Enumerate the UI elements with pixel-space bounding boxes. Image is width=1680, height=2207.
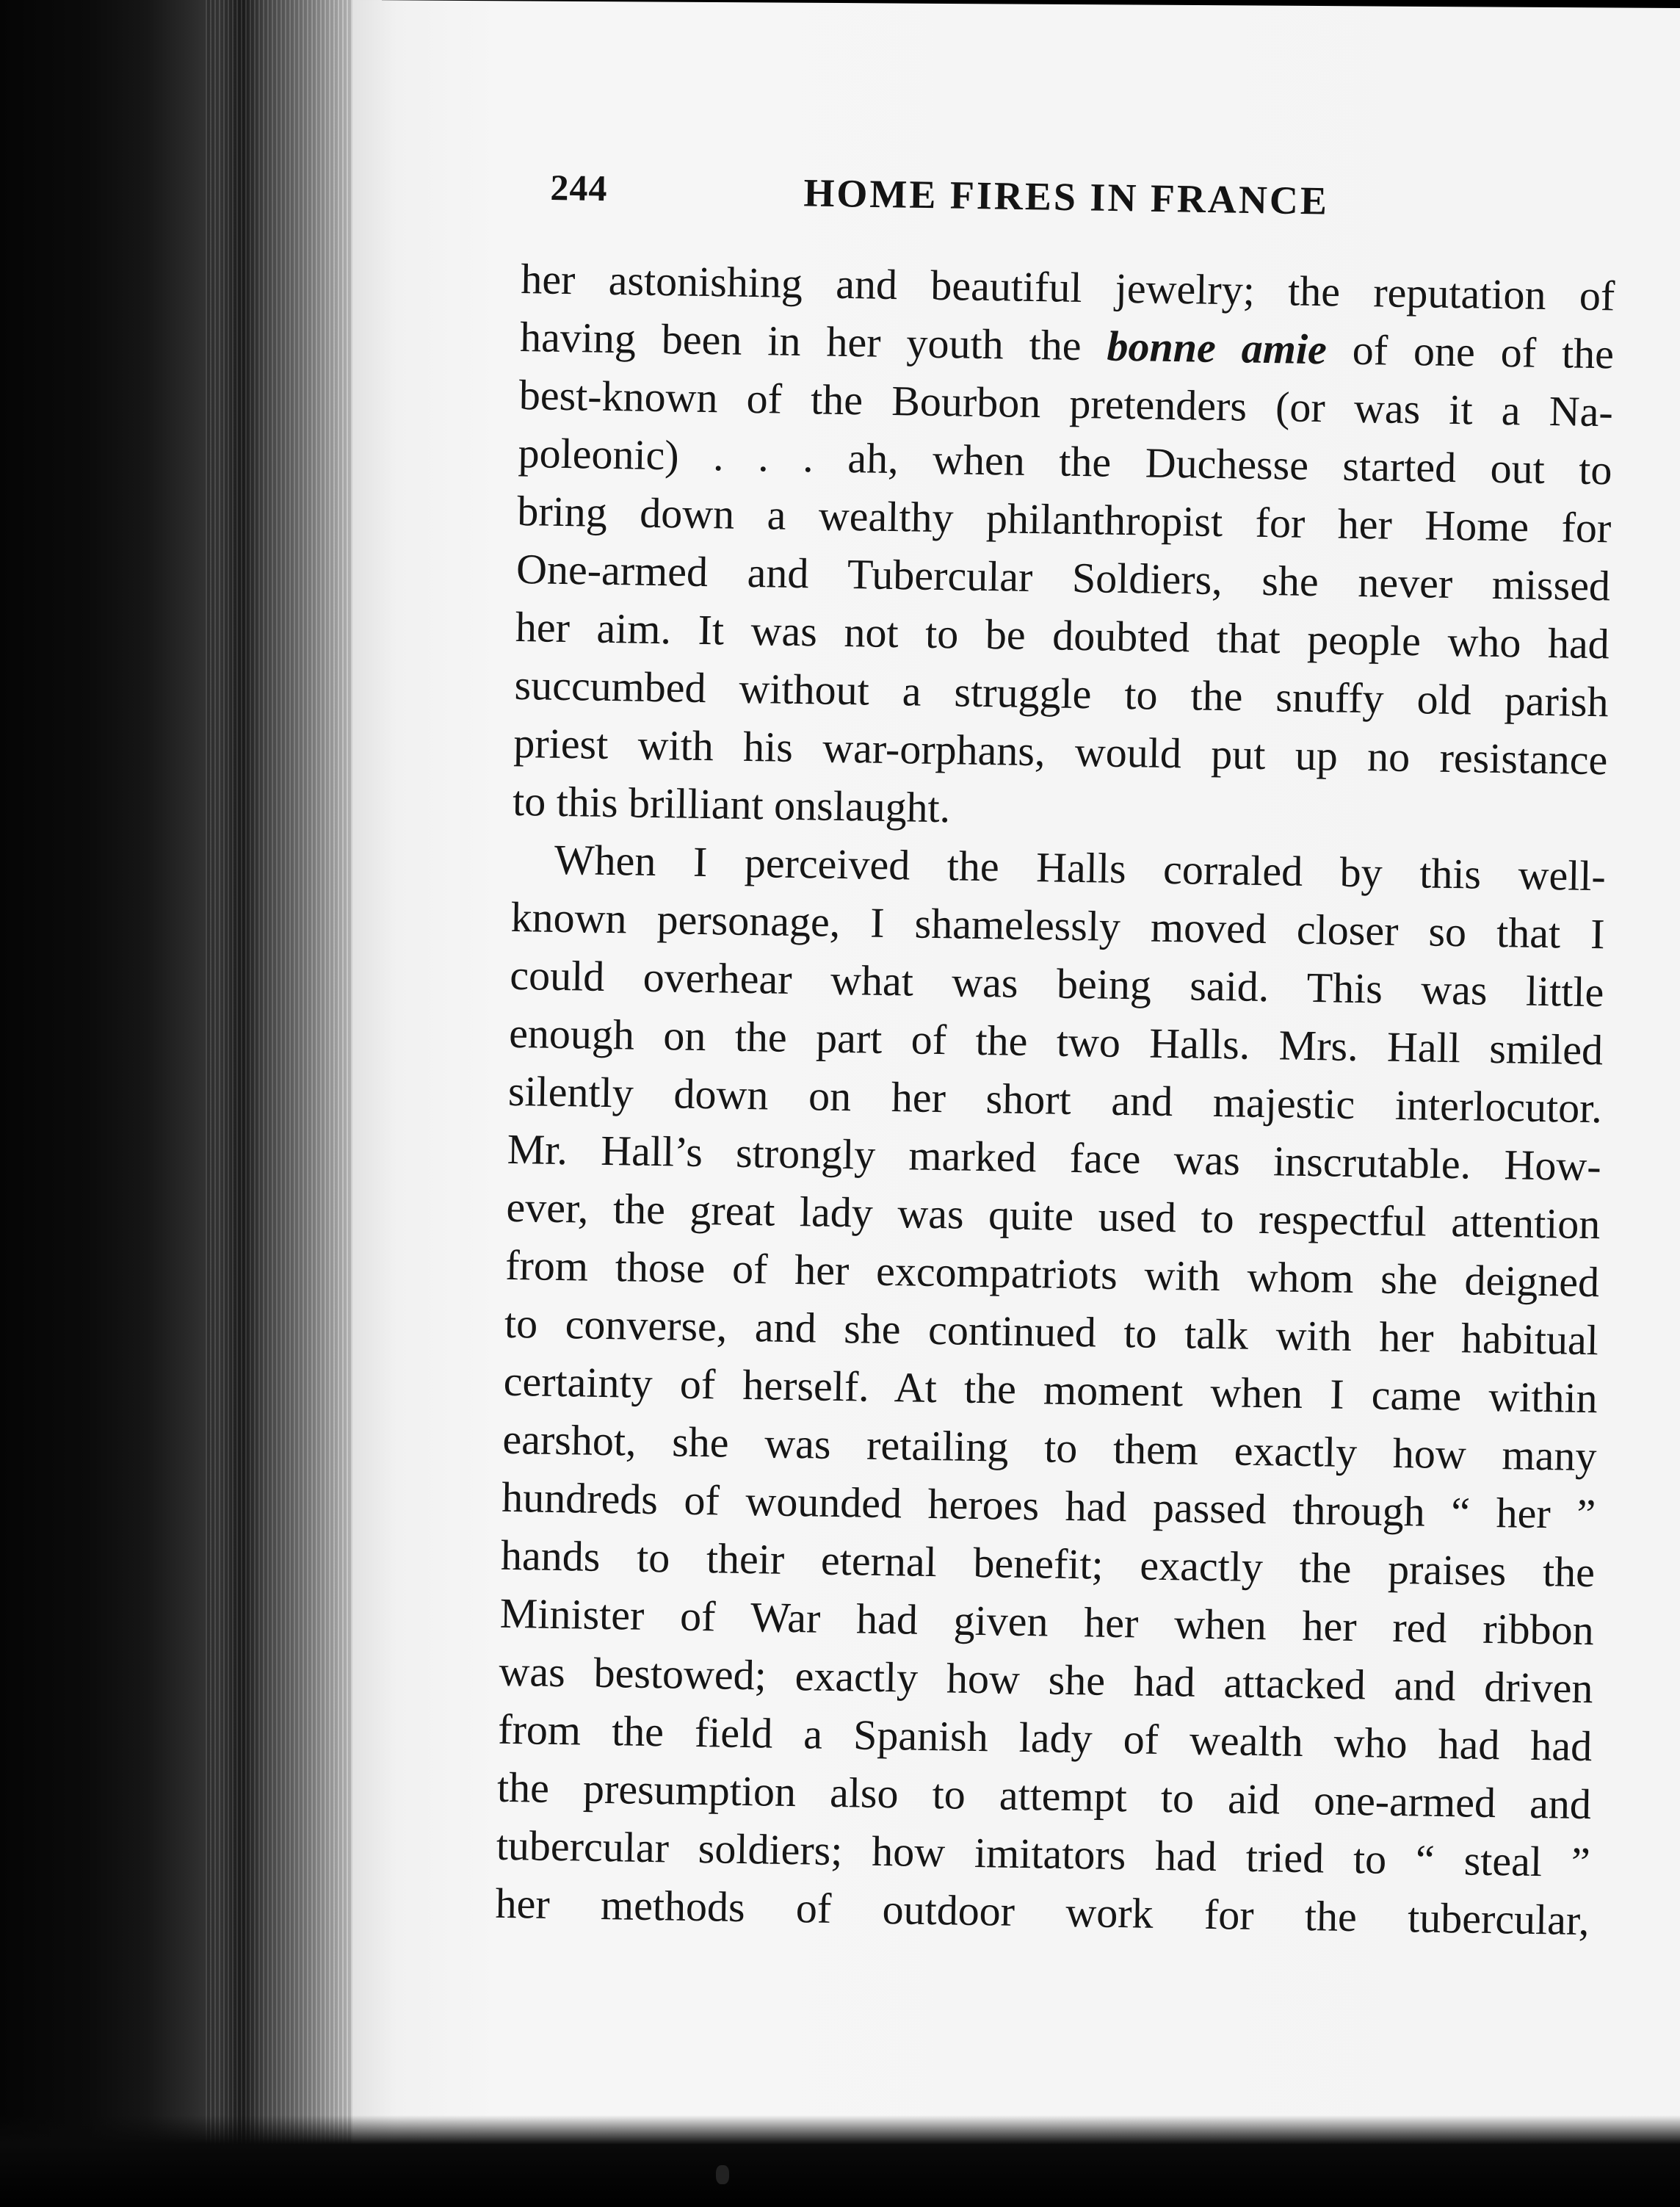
text-line: silently down on her short and majestic interlocutor. xyxy=(507,1066,1603,1133)
text-line: her methods of outdoor work for the tubercular, xyxy=(495,1879,1590,1945)
text-line: tubercular soldiers; how imitators had tried to “ steal ” xyxy=(496,1821,1591,1887)
page-edges-texture xyxy=(206,0,352,2207)
running-title: HOME FIRES IN FRANCE xyxy=(803,170,1330,223)
text-line: her aim. It was not to be doubted that people who had xyxy=(515,602,1610,668)
text-line: One-armed and Tubercular Soldiers, she never missed xyxy=(515,544,1611,610)
text-line: the presumption also to attempt to aid one-armed and xyxy=(496,1763,1592,1829)
text-line: best-known of the Bourbon pretenders (or was it a Na- xyxy=(518,370,1614,436)
paragraph-start-line: When I perceived the Halls corraled by this well- xyxy=(554,835,1607,900)
text-line: to converse, and she continued to talk with her habitual xyxy=(504,1298,1599,1365)
text-line: certainty of herself. At the moment when I came within xyxy=(503,1357,1598,1423)
text-line: known personage, I shamelessly moved closer so that I xyxy=(510,892,1606,958)
text-line: poleonic) . . . ah, when the Duchesse started out to xyxy=(518,428,1612,494)
text-line: enough on the part of the two Halls. Mrs. Hall smiled xyxy=(508,1008,1604,1074)
text-line: was bestowed; exactly how she had attacked and driven xyxy=(499,1647,1593,1713)
text-line: Mr. Hall’s strongly marked face was inscrutable. How- xyxy=(507,1124,1602,1191)
text-line: succumbed without a struggle to the snuffy old parish xyxy=(514,660,1610,726)
text-line: from those of her excompatriots with whom she deigned xyxy=(504,1240,1600,1307)
text-line: Minister of War had given her when her red ribbon xyxy=(499,1589,1595,1655)
page-number: 244 xyxy=(550,166,608,209)
italic-phrase: bonne amie xyxy=(1107,322,1328,374)
text-line: from the field a Spanish lady of wealth who had had xyxy=(497,1705,1593,1771)
text-line: priest with his war-orphans, would put up no resistance xyxy=(513,718,1608,784)
paragraph-end-line: to this brilliant onslaught. xyxy=(512,776,951,832)
text-line: could overhear what was being said. This was little xyxy=(509,950,1604,1016)
text-line: hundreds of wounded heroes had passed through “ her ” xyxy=(501,1473,1596,1539)
text-line: bring down a wealthy philanthropist for her Home for xyxy=(516,486,1612,552)
text-line: ever, the great lady was quite used to respectful attention xyxy=(506,1182,1601,1249)
dust-speck xyxy=(716,2165,729,2184)
text-segment: of one of the xyxy=(1326,325,1615,378)
text-segment: having been in her youth the xyxy=(519,312,1108,370)
text-line: earshot, she was retailing to them exactly how many xyxy=(502,1415,1597,1481)
body-text xyxy=(495,250,1615,1949)
bottom-shadow xyxy=(0,2115,1680,2207)
text-line: her astonishing and beautiful jewelry; the reputation of xyxy=(520,254,1615,320)
text-line: hands to their eternal benefit; exactly the praises the xyxy=(500,1531,1596,1597)
